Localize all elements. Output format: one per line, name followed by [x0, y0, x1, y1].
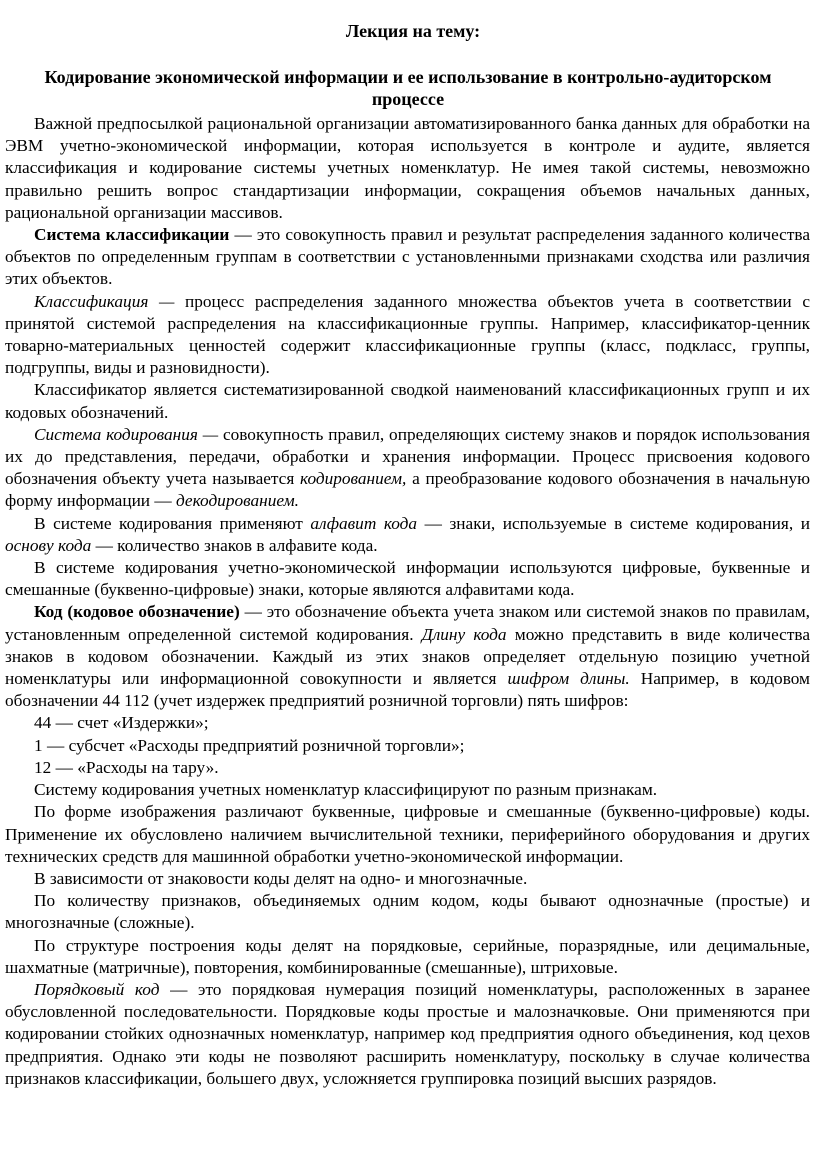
definition-text: — количество знаков в алфавите кода. [91, 535, 378, 555]
paragraph-classification [5, 291, 810, 380]
definition-text: — это порядковая нумерация позиций номенклатуры, расположенных в заранее обусловленной последовательности. Порядковые коды простые и малозначковые. Они применяются при кодировании стойких однозначных номенклатур, например код предприятия одного объединения, код цехов предприятия. Однако эти коды не позволяют расширить номенклатуру, поскольку в случае количества признаков классификации, большего двух, усложняется группировка позиций высших разрядов. [5, 979, 810, 1088]
paragraph-coding-system [5, 424, 810, 513]
paragraph-coding-classes: Систему кодирования учетных номенклатур классифицируют по разным признакам. [34, 780, 658, 800]
term-coding: кодированием, [300, 469, 407, 489]
term-decoding: декодированием. [175, 491, 299, 511]
definition-text: — знаки, используемые в системе кодирования, и [417, 513, 810, 533]
paragraph-intro: Важной предпосылкой рациональной организации автоматизированного банка данных для обработки на ЭВМ учетно-экономической информации, которая используется в контроле и аудите, является классификация и кодирование системы учетных номенклатур. Не имея такой системы, невозможно правильно решить вопрос стандартизации информации, сокращения объемов начальных данных, рациональной организации массивов. [5, 114, 810, 222]
term-code-alphabet: алфавит кода [310, 513, 418, 533]
term-length-cipher: шифром длины. [507, 669, 630, 689]
paragraph-code-alphabet [5, 513, 810, 557]
term-classification: Классификация — [34, 291, 175, 311]
term-classification-system: Система классификации [34, 225, 230, 245]
lecture-heading: Лекция на тему: [345, 21, 481, 41]
list-item: 1 — субсчет «Расходы предприятий розничной торговли»; [34, 735, 465, 755]
definition-text: — это совокупность правил и результат распределения заданного количества объектов по определенным группам в соответствии с установленными признаками сходства или различия этих объектов. [5, 225, 810, 289]
definition-text: — это обозначение объекта учета знаком или системой знаков по правилам, установленным определенной системой кодирования. [5, 602, 810, 644]
paragraph-ordinal-code [5, 979, 810, 1090]
paragraph-form: По форме изображения различают буквенные, цифровые и смешанные (буквенно-цифровые) коды. Применение их обусловлено наличием вычислительной техники, периферийного оборудования и других технических средств для машинной обработки учетно-экономической информации. [5, 802, 810, 866]
paragraph-classification-system [5, 224, 810, 291]
definition-text: процесс распределения заданного множества объектов учета в соответствии с принятой системой распределения на классификационные группы. Например, классификатор-ценник товарно-материальных ценностей содержит классификационные группы (класс, подкласс, группы, подгруппы, виды и разновидности). [5, 291, 810, 378]
definition-text: совокупность правил, определяющих систему знаков и порядок использования их до представления, передачи, обработки и хранения информации. Процесс присвоения кодового обозначения объекту учета называется [5, 424, 810, 489]
definition-text: а преобразование кодового обозначения в начальную форму информации — [5, 469, 810, 511]
list-item: 12 — «Расходы на тару». [34, 757, 219, 777]
term-code-length: Длину кода [421, 624, 507, 644]
lecture-body [0, 113, 816, 1090]
definition-text: Например, в кодовом обозначении 44 112 (учет издержек предприятий розничной торговли) пять шифров: [5, 669, 810, 711]
paragraph-features: По количеству признаков, объединяемых одним кодом, коды бывают однозначные (простые) и многозначные (сложные). [5, 891, 810, 933]
paragraph-classifier: Классификатор является систематизированной сводкой наименований классификационных групп и их кодовых обозначений. [5, 380, 810, 422]
paragraph-signs: В зависимости от знаковости коды делят на одно- и многозначные. [34, 868, 528, 888]
paragraph-structure: По структуре построения коды делят на порядковые, серийные, поразрядные, или децимальные, шахматные (матричные), повторения, комбинированные (смешанные), штриховые. [5, 935, 810, 977]
definition-text: В системе кодирования применяют [34, 513, 311, 533]
term-code: Код (кодовое обозначение) [34, 602, 240, 622]
paragraph-alphabets: В системе кодирования учетно-экономической информации используются цифровые, буквенные и смешанные (буквенно-цифровые) знаки, которые являются алфавитами кода. [5, 558, 810, 600]
lecture-title: Кодирование экономической информации и ее использование в контрольно-аудиторском процессе [44, 67, 772, 109]
term-ordinal-code: Порядковый код [34, 979, 160, 999]
term-code-base: основу кода [5, 535, 92, 555]
term-coding-system: Система кодирования — [34, 424, 219, 444]
list-item: 44 — счет «Издержки»; [34, 713, 209, 733]
definition-text: можно представить в виде количества знаков в кодовом обозначении. Каждый из этих знаков определяет отдельную позицию учетной номенклатуры или информационной совокупности и является [5, 624, 810, 689]
paragraph-code [5, 601, 810, 712]
